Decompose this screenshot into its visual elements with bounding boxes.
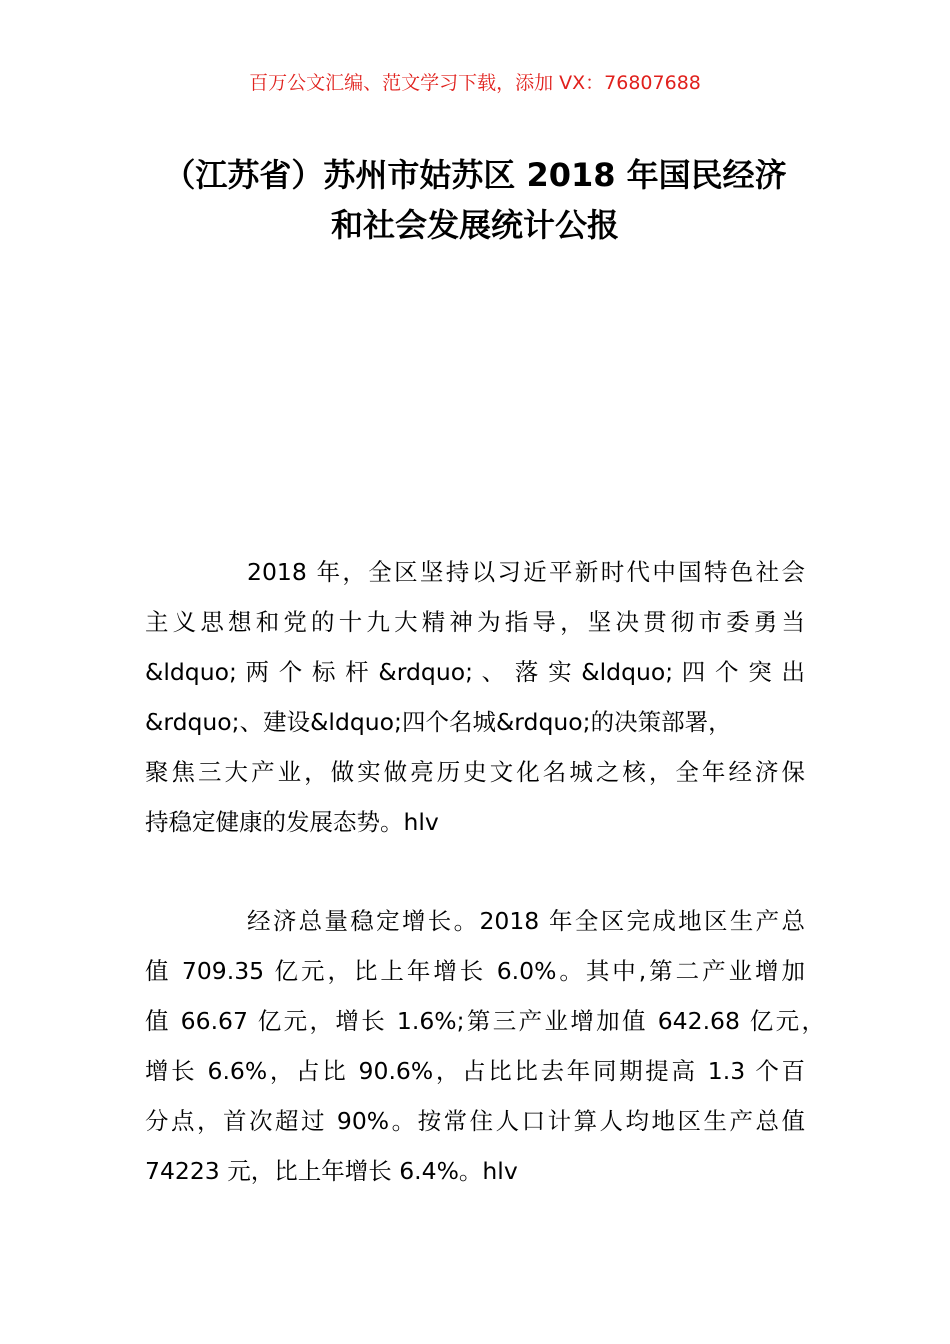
watermark-header: 百万公文汇编、范文学习下载，添加 VX：76807688 [249, 72, 701, 94]
paragraph-line: 2018 年，全区坚持以习近平新时代中国特色社会 [247, 558, 805, 586]
paragraph-line: 值 66.67 亿元，增长 1.6%;第三产业增加值 642.68 亿元， [145, 1007, 825, 1035]
paragraph-line: 74223 元，比上年增长 6.4%。hlv [145, 1157, 518, 1185]
paragraph-line: 增长 6.6%，占比 90.6%，占比比去年同期提高 1.3 个百 [145, 1057, 805, 1085]
paragraph-line: 聚焦三大产业，做实做亮历史文化名城之核，全年经济保 [145, 758, 805, 786]
paragraph-line: &ldquo; 两 个 标 杆 &rdquo; 、 落 实 &ldquo; 四 个 突 出 [145, 658, 805, 686]
document-title-line-1: （江苏省）苏州市姑苏区 2018 年国民经济 [163, 156, 787, 194]
paragraph-line: 经济总量稳定增长。2018 年全区完成地区生产总 [247, 907, 805, 935]
paragraph-line: 持稳定健康的发展态势。hlv [145, 808, 439, 836]
document-title-line-2: 和社会发展统计公报 [330, 206, 619, 244]
paragraph-line: &rdquo;、建设&ldquo;四个名城&rdquo;的决策部署， [145, 708, 732, 736]
paragraph-line: 分点，首次超过 90%。按常住人口计算人均地区生产总值 [145, 1107, 805, 1135]
paragraph-line: 值 709.35 亿元，比上年增长 6.0%。其中,第二产业增加 [145, 957, 805, 985]
paragraph-line: 主义思想和党的十九大精神为指导，坚决贯彻市委勇当 [145, 608, 805, 636]
